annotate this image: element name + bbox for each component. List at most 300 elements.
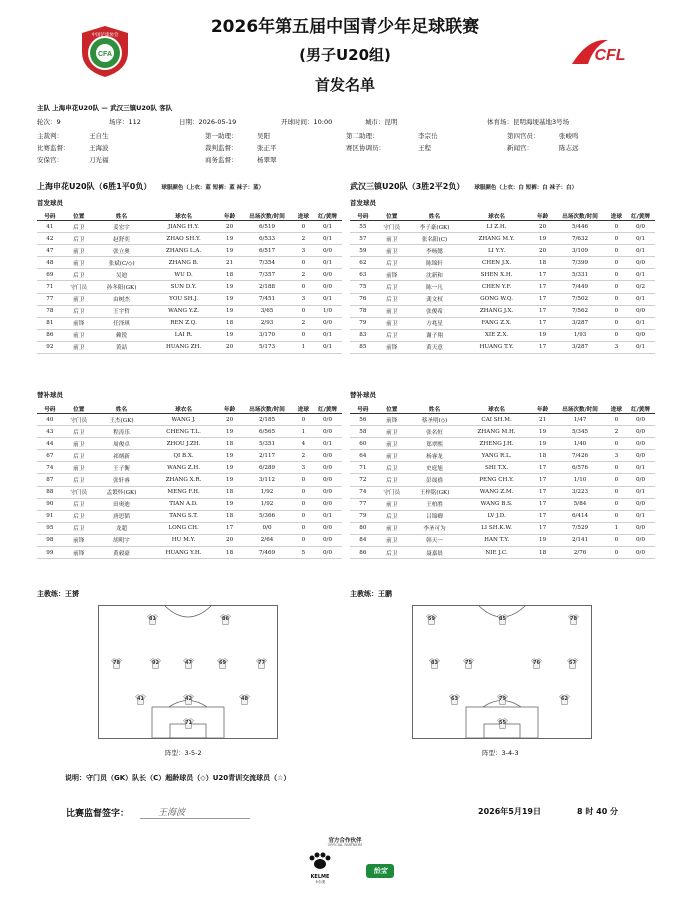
table-cell: 张斌(C/◇) [95,257,149,269]
table-cell: 0/0 [626,329,655,341]
table-cell: 唐思韬 [95,510,149,522]
table-cell: 张俊希 [408,305,462,317]
player-jersey [531,658,542,669]
table-cell: 聂嘉晨 [408,547,462,559]
official-item [507,131,579,140]
table-row [350,293,655,305]
table-cell: 王杰(GK) [95,414,149,426]
official-name: 李宗岳 [418,132,438,140]
paw-icon [305,852,335,870]
table-cell: 后卫 [63,474,95,486]
kelme-logo: KELME 卡尔美 [305,852,335,888]
table-cell: 20 [532,221,553,233]
player-jersey [217,658,228,669]
table-cell: LAI R. [148,329,219,341]
table-cell: 78 [37,305,63,317]
table-cell: 杨睿龙 [408,450,462,462]
table-cell: ZHANG B. [148,257,219,269]
official-item [205,131,270,140]
player-jersey [567,658,578,669]
table-cell: 0 [294,474,313,486]
table-cell: 2 [294,233,313,245]
table-cell: 沈新和 [408,269,462,281]
table-cell: 后卫 [63,450,95,462]
table-cell: 0 [294,257,313,269]
table-cell: 2 [294,269,313,281]
table-cell: SUN D.Y. [148,281,219,293]
away-subs-label: 替补球员 [350,391,376,399]
player-jersey [463,658,474,669]
table-cell: WU D. [148,269,219,281]
table-cell: 0/1 [626,486,655,498]
table-cell: 0/0 [313,462,342,474]
table-cell: 1/0 [313,305,342,317]
table-cell: 7/451 [240,293,294,305]
table-cell: 0/0 [626,414,655,426]
table-cell: 姜宏宇 [95,221,149,233]
table-cell: LV J.D. [461,510,532,522]
signature-line [140,818,250,819]
table-row [37,498,342,510]
svg-text:中国足球协会: 中国足球协会 [91,33,119,38]
table-cell: 后卫 [63,522,95,534]
table-cell: 0 [607,221,626,233]
table-cell: 后卫 [376,281,408,293]
jersey-number: 48 [241,696,248,702]
player-jersey [220,614,231,625]
player-jersey [429,658,440,669]
table-cell: 18 [532,257,553,269]
official-item [346,131,438,140]
table-cell: 0 [607,547,626,559]
official-name: 杨翠翠 [257,156,277,164]
table-cell: 0/1 [313,221,342,233]
table-row [37,269,342,281]
table-cell: 17 [532,486,553,498]
table-cell: YANG R.L. [461,450,532,462]
table-cell: 0 [294,498,313,510]
table-cell: 0 [294,221,313,233]
table-cell: PENG CH.Y. [461,474,532,486]
jersey-number: 59 [428,616,435,622]
jersey-number: 92 [152,660,159,666]
table-cell: 2 [294,450,313,462]
table-cell: CAI SH.M. [461,414,532,426]
table-cell: 前卫 [376,522,408,534]
table-cell: 0 [607,462,626,474]
table-cell: 88 [37,486,63,498]
table-cell: 0 [607,317,626,329]
table-cell: 张轩睿 [95,474,149,486]
table-cell: 18 [219,510,240,522]
table-cell: 前锋 [376,414,408,426]
table-cell: 7/354 [240,257,294,269]
table-cell: 60 [350,438,376,450]
table-row [37,426,342,438]
table-cell: 3 [607,450,626,462]
table-cell: 1/92 [240,486,294,498]
column-header: 出场次数/时间 [553,211,607,221]
table-row [37,438,342,450]
table-header-row [350,404,655,414]
table-cell: 张立奥 [95,245,149,257]
table-cell: 80 [350,522,376,534]
table-cell: 0 [607,293,626,305]
table-cell: 17 [532,269,553,281]
column-header: 出场次数/时间 [240,404,294,414]
table-cell: 86 [37,329,63,341]
table-cell: 前卫 [63,293,95,305]
official-label: 商务监督： [205,156,238,164]
table-cell: 0/0 [313,486,342,498]
table-cell: 0/1 [626,462,655,474]
table-cell: 7/562 [553,305,607,317]
page-heading: 首发名单 [314,76,375,94]
table-cell: 前卫 [63,438,95,450]
column-header: 姓名 [95,404,149,414]
table-cell: 72 [350,474,376,486]
table-cell: 79 [350,510,376,522]
table-cell: 0/1 [313,438,342,450]
official-name: 陈志远 [559,144,579,152]
table-cell: 0 [294,510,313,522]
table-cell: 0 [607,269,626,281]
table-header-row [350,211,655,221]
column-header: 红/黄牌 [626,404,655,414]
table-cell: 黄喆 [95,341,149,353]
player-jersey [497,718,508,729]
partners-title: 官方合作伙伴 [328,838,362,844]
jersey-number: 78 [570,616,577,622]
table-cell: 0/0 [313,245,342,257]
table-cell: 方兆星 [408,317,462,329]
table-cell: 0 [294,281,313,293]
table-cell: 19 [532,534,553,546]
table-cell: 前卫 [376,245,408,257]
table-cell: 18 [219,317,240,329]
table-cell: 0/0 [626,522,655,534]
table-cell: 92 [37,341,63,353]
table-cell: 7/529 [553,522,607,534]
official-label: 新闻官： [507,144,533,152]
table-cell: 58 [350,426,376,438]
table-row [350,245,655,257]
legend: 说明：守门员（GK）队长（C）超龄球员（◇）U20青训交流球员（☆） [65,774,291,782]
table-cell: 18 [219,438,240,450]
table-cell: 孟繁怀(GK) [95,486,149,498]
table-cell: 守门员 [63,486,95,498]
table-cell: 陈一凡 [408,281,462,293]
table-cell: 76 [350,293,376,305]
table-cell: 后卫 [63,221,95,233]
table-cell: 17 [532,510,553,522]
table-cell: 7/632 [553,233,607,245]
table-cell: 前卫 [376,450,408,462]
table-cell: 20 [219,221,240,233]
table-cell: 后卫 [376,293,408,305]
table-cell: ZHANG M.H. [461,426,532,438]
table-cell: 0/0 [626,547,655,559]
player-jersey [183,694,194,705]
column-header: 位置 [376,404,408,414]
table-cell: 7/426 [553,450,607,462]
table-cell: 0/1 [626,293,655,305]
table-cell: 前卫 [376,305,408,317]
table-cell: 19 [532,438,553,450]
column-header: 姓名 [95,211,149,221]
table-cell: 20 [219,414,240,426]
table-cell: 后卫 [376,329,408,341]
table-row [37,341,342,353]
table-row [350,341,655,353]
table-cell: 79 [350,317,376,329]
table-cell: 3/65 [240,305,294,317]
table-cell: 守门员 [63,414,95,426]
away-formation-pitch [412,605,592,739]
table-cell: 后卫 [63,233,95,245]
table-row [37,474,342,486]
table-cell: 99 [37,547,63,559]
table-cell: 6/565 [240,426,294,438]
table-cell: 李杨懿 [408,245,462,257]
column-header: 红/黄牌 [313,211,342,221]
jersey-number: 79 [499,696,506,702]
table-cell: XIE Z.X. [461,329,532,341]
table-cell: 17 [532,293,553,305]
table-cell: 0/2 [626,281,655,293]
table-cell: 王梓铭(GK) [408,486,462,498]
table-row [37,257,342,269]
table-cell: CHEN Y.F. [461,281,532,293]
table-cell: 0 [294,329,313,341]
column-header: 号码 [350,211,376,221]
column-header: 球衣名 [461,404,532,414]
table-cell: 0/0 [626,426,655,438]
page-title: 2026年第五届中国青少年足球联赛 [210,17,480,37]
player-jersey [183,658,194,669]
official-name: 王程 [418,144,431,152]
match-teams: 主队 上海申花U20队 — 武汉三镇U20队 客队 [37,104,173,112]
table-cell: 0/0 [313,414,342,426]
table-row [350,438,655,450]
table-cell: 3/112 [240,474,294,486]
column-header: 进球 [294,404,313,414]
table-cell: REN Z.Q. [148,317,219,329]
table-cell: 0 [607,414,626,426]
signature-label: 比赛监督签字： [66,809,130,819]
table-cell: 前锋 [63,534,95,546]
away-coach: 主教练：王鹏 [350,590,392,598]
table-cell: 7/399 [553,257,607,269]
column-header: 号码 [37,404,63,414]
jersey-number: 81 [149,616,156,622]
official-name: 王自生 [89,132,109,140]
table-cell: 18 [532,547,553,559]
column-header: 号码 [350,404,376,414]
table-cell: 5/345 [553,426,607,438]
table-cell: 0/0 [626,450,655,462]
table-row [350,329,655,341]
jersey-number: 69 [219,660,226,666]
column-header: 出场次数/时间 [553,404,607,414]
table-cell: 56 [350,414,376,426]
table-cell: 5/84 [553,498,607,510]
table-cell: 3/287 [553,317,607,329]
table-cell: LONG CH. [148,522,219,534]
table-cell: 69 [37,269,63,281]
table-cell: 19 [219,245,240,257]
column-header: 进球 [607,404,626,414]
table-cell: CHENG T.L. [148,426,219,438]
jersey-number: 62 [561,696,568,702]
table-cell: 郑翠熙 [408,438,462,450]
table-cell: 黄天意 [408,341,462,353]
table-row [37,534,342,546]
table-cell: 91 [37,510,63,522]
table-cell: 0 [294,414,313,426]
table-cell: 0 [294,534,313,546]
table-cell: 0/1 [313,341,342,353]
table-cell: 0/0 [313,474,342,486]
table-cell: 0 [607,329,626,341]
jersey-number: 78 [113,660,120,666]
official-label: 第二助理： [346,132,379,140]
column-header: 号码 [37,211,63,221]
table-cell: WANG J. [148,414,219,426]
table-row [350,281,655,293]
player-jersey [183,718,194,729]
official-label: 比赛监督： [37,144,70,152]
table-cell: 86 [350,547,376,559]
table-cell: 0/0 [313,498,342,510]
table-cell: 19 [219,498,240,510]
home-subs-table [37,404,342,559]
official-item [205,143,277,152]
jersey-number: 47 [185,660,192,666]
table-cell: 彭晟禧 [408,474,462,486]
official-label: 第一助理： [205,132,238,140]
svg-text:CFA: CFA [98,51,112,58]
table-cell: HUANG T.Y. [461,341,532,353]
table-cell: 蔡圣明(◇) [408,414,462,426]
jersey-number: 63 [451,696,458,702]
table-cell: 1/93 [553,329,607,341]
table-row [37,233,342,245]
table-cell: 7/449 [553,281,607,293]
table-cell: 3 [294,245,313,257]
table-cell: 0/0 [626,498,655,510]
table-cell: 42 [37,233,63,245]
jersey-number: 71 [185,720,192,726]
table-cell: 74 [350,486,376,498]
table-cell: HUANG Y.H. [148,547,219,559]
table-cell: 3/223 [553,486,607,498]
table-cell: ZHOU J.ZH. [148,438,219,450]
table-cell: 19 [219,426,240,438]
table-cell: 祁炳新 [95,450,149,462]
table-cell: 7/357 [240,269,294,281]
table-cell: 75 [350,281,376,293]
table-cell: 前卫 [376,426,408,438]
table-cell: 0/1 [626,269,655,281]
player-jersey [111,658,122,669]
table-cell: 6/414 [553,510,607,522]
player-jersey [449,694,460,705]
table-cell: MENG F.H. [148,486,219,498]
table-cell: 17 [219,522,240,534]
table-cell: HUANG ZH. [148,341,219,353]
sign-time: 8 时 40 分 [577,807,619,816]
table-cell: 后卫 [376,547,408,559]
column-header: 位置 [63,404,95,414]
table-cell: 40 [37,414,63,426]
table-cell: HU M.Y. [148,534,219,546]
table-cell: 84 [350,534,376,546]
table-cell: 19 [219,281,240,293]
table-row [350,486,655,498]
table-cell: 0/1 [626,233,655,245]
official-item [507,143,579,152]
table-cell: 程涛乐 [95,426,149,438]
table-cell: 陈锦轩 [408,257,462,269]
table-cell: 2/188 [240,281,294,293]
table-cell: 1 [607,522,626,534]
column-header: 红/黄牌 [626,211,655,221]
player-jersey [568,614,579,625]
table-cell: 5/351 [240,438,294,450]
table-cell: 19 [219,450,240,462]
table-cell: 黄毅豪 [95,547,149,559]
official-name: 张峻鸣 [559,132,579,140]
table-cell: 5/173 [240,341,294,353]
table-cell: 5/331 [553,269,607,281]
table-cell: 前卫 [376,534,408,546]
partners-subtitle: OFFICIAL PARTNERS [327,843,363,847]
table-cell: 19 [532,233,553,245]
table-cell: 7/502 [553,293,607,305]
table-cell: 史庭旭 [408,462,462,474]
home-starters-table [37,211,342,354]
table-cell: 0/1 [626,341,655,353]
table-cell: 后卫 [376,510,408,522]
table-cell: 后卫 [63,498,95,510]
table-cell: JIANG H.Y. [148,221,219,233]
table-cell: 赖锐 [95,329,149,341]
table-cell: 0/0 [626,534,655,546]
table-cell: 17 [532,474,553,486]
table-row [350,257,655,269]
table-header-row [37,211,342,221]
table-cell: 71 [37,281,63,293]
home-starting-label: 首发球员 [37,199,63,207]
column-header: 年龄 [219,404,240,414]
jersey-number: 77 [258,660,265,666]
table-cell: 0/0 [313,426,342,438]
table-cell: 王柏胜 [408,498,462,510]
table-cell: 3/287 [553,341,607,353]
table-cell: 前卫 [63,257,95,269]
table-cell: 0/0 [240,522,294,534]
table-cell: 0/0 [313,547,342,559]
table-cell: 0 [607,498,626,510]
table-cell: 后卫 [63,510,95,522]
column-header: 进球 [294,211,313,221]
table-cell: 98 [37,534,63,546]
table-cell: 63 [350,269,376,281]
table-row [350,414,655,426]
table-cell: 55 [350,221,376,233]
table-cell: 6/517 [240,245,294,257]
